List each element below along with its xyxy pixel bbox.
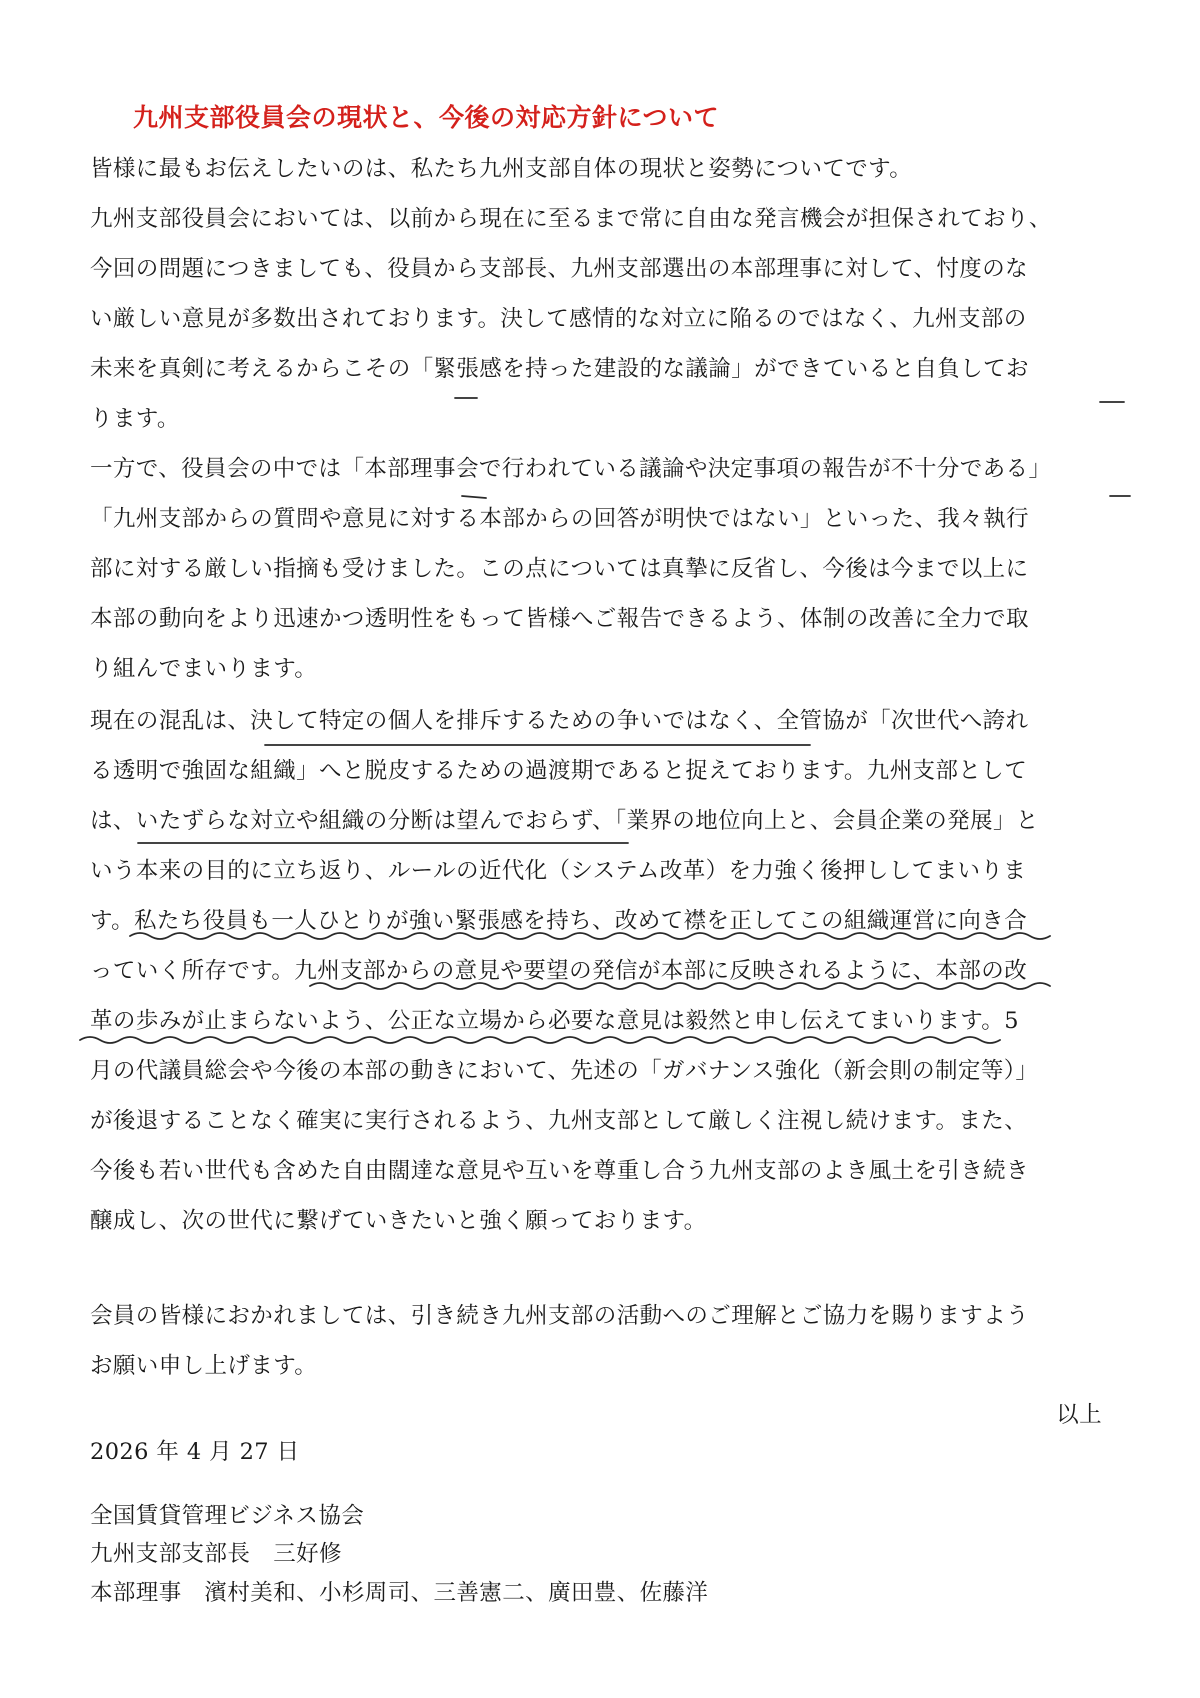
body-line: 今回の問題につきましても、役員から支部長、九州支部選出の本部理事に対して、忖度のな (90, 256, 1029, 282)
body-line: 九州支部役員会においては、以前から現在に至るまで常に自由な発言機会が担保されており、 (90, 206, 1052, 232)
body-line: 未来を真剣に考えるからこその「緊張感を持った建設的な議論」ができていると自負してお (90, 356, 1029, 382)
wavy-underline-mark (80, 1037, 1000, 1043)
board-members-signature: 本部理事 濱村美和、小杉周司、三善憲二、廣田豊、佐藤洋 (90, 1580, 709, 1606)
body-line: ります。 (90, 406, 180, 432)
body-line: る透明で強固な組織」へと脱皮するための過渡期であると捉えております。九州支部として (90, 758, 1028, 784)
body-line: 一方で、役員会の中では「本部理事会で行われている議論や決定事項の報告が不十分である」 (90, 456, 1052, 482)
body-line: 醸成し、次の世代に繋げていきたいと強く願っております。 (90, 1208, 707, 1234)
body-line: が後退することなく確実に実行されるよう、九州支部として厳しく注視し続けます。また、 (90, 1108, 1028, 1134)
body-line: 現在の混乱は、決して特定の個人を排斥するための争いではなく、全管協が「次世代へ誇れ (90, 708, 1029, 734)
body-line: っていく所存です。九州支部からの意見や要望の発信が本部に反映されるように、本部の改 (90, 958, 1028, 984)
smudge-mark (462, 496, 486, 498)
body-line: 革の歩みが止まらないよう、公正な立場から必要な意見は毅然と申し伝えてまいります。5 (90, 1008, 1019, 1034)
body-line: 皆様に最もお伝えしたいのは、私たち九州支部自体の現状と姿勢についてです。 (90, 156, 913, 182)
body-line: 「九州支部からの質問や意見に対する本部からの回答が明快ではない」といった、我々執行 (90, 506, 1029, 532)
body-line: 月の代議員総会や今後の本部の動きにおいて、先述の「ガバナンス強化（新会則の制定等）」 (90, 1058, 1039, 1084)
organization-name: 全国賃貸管理ビジネス協会 (90, 1503, 365, 1529)
body-line: 今後も若い世代も含めた自由闊達な意見や互いを尊重し合う九州支部のよき風土を引き続き (90, 1158, 1029, 1184)
body-line: 本部の動向をより迅速かつ透明性をもって皆様へご報告できるよう、体制の改善に全力で取 (90, 606, 1029, 632)
body-line: いう本来の目的に立ち返り、ルールの近代化（システム改革）を力強く後押ししてまいりま (90, 858, 1027, 884)
document-date: 2026 年 4 月 27 日 (90, 1439, 300, 1465)
closing-line: お願い申し上げます。 (90, 1353, 318, 1379)
ijou-closing: 以上 (1056, 1402, 1102, 1428)
body-line: 部に対する厳しい指摘も受けました。この点については真摯に反省し、今後は今まで以上に (90, 556, 1029, 582)
branch-chief-signature: 九州支部支部長 三好修 (90, 1541, 342, 1567)
closing-line: 会員の皆様におかれましては、引き続き九州支部の活動へのご理解とご協力を賜りますよう (90, 1303, 1029, 1329)
body-line: い厳しい意見が多数出されております。決して感情的な対立に陥るのではなく、九州支部の (90, 306, 1027, 332)
body-line: り組んでまいります。 (90, 656, 318, 682)
document-title: 九州支部役員会の現状と、今後の対応方針について (133, 103, 720, 132)
body-line: は、いたずらな対立や組織の分断は望んでおらず、「業界の地位向上と、会員企業の発展」と (90, 808, 1039, 834)
body-line: す。私たち役員も一人ひとりが強い緊張感を持ち、改めて襟を正してこの組織運営に向き合 (90, 908, 1028, 934)
